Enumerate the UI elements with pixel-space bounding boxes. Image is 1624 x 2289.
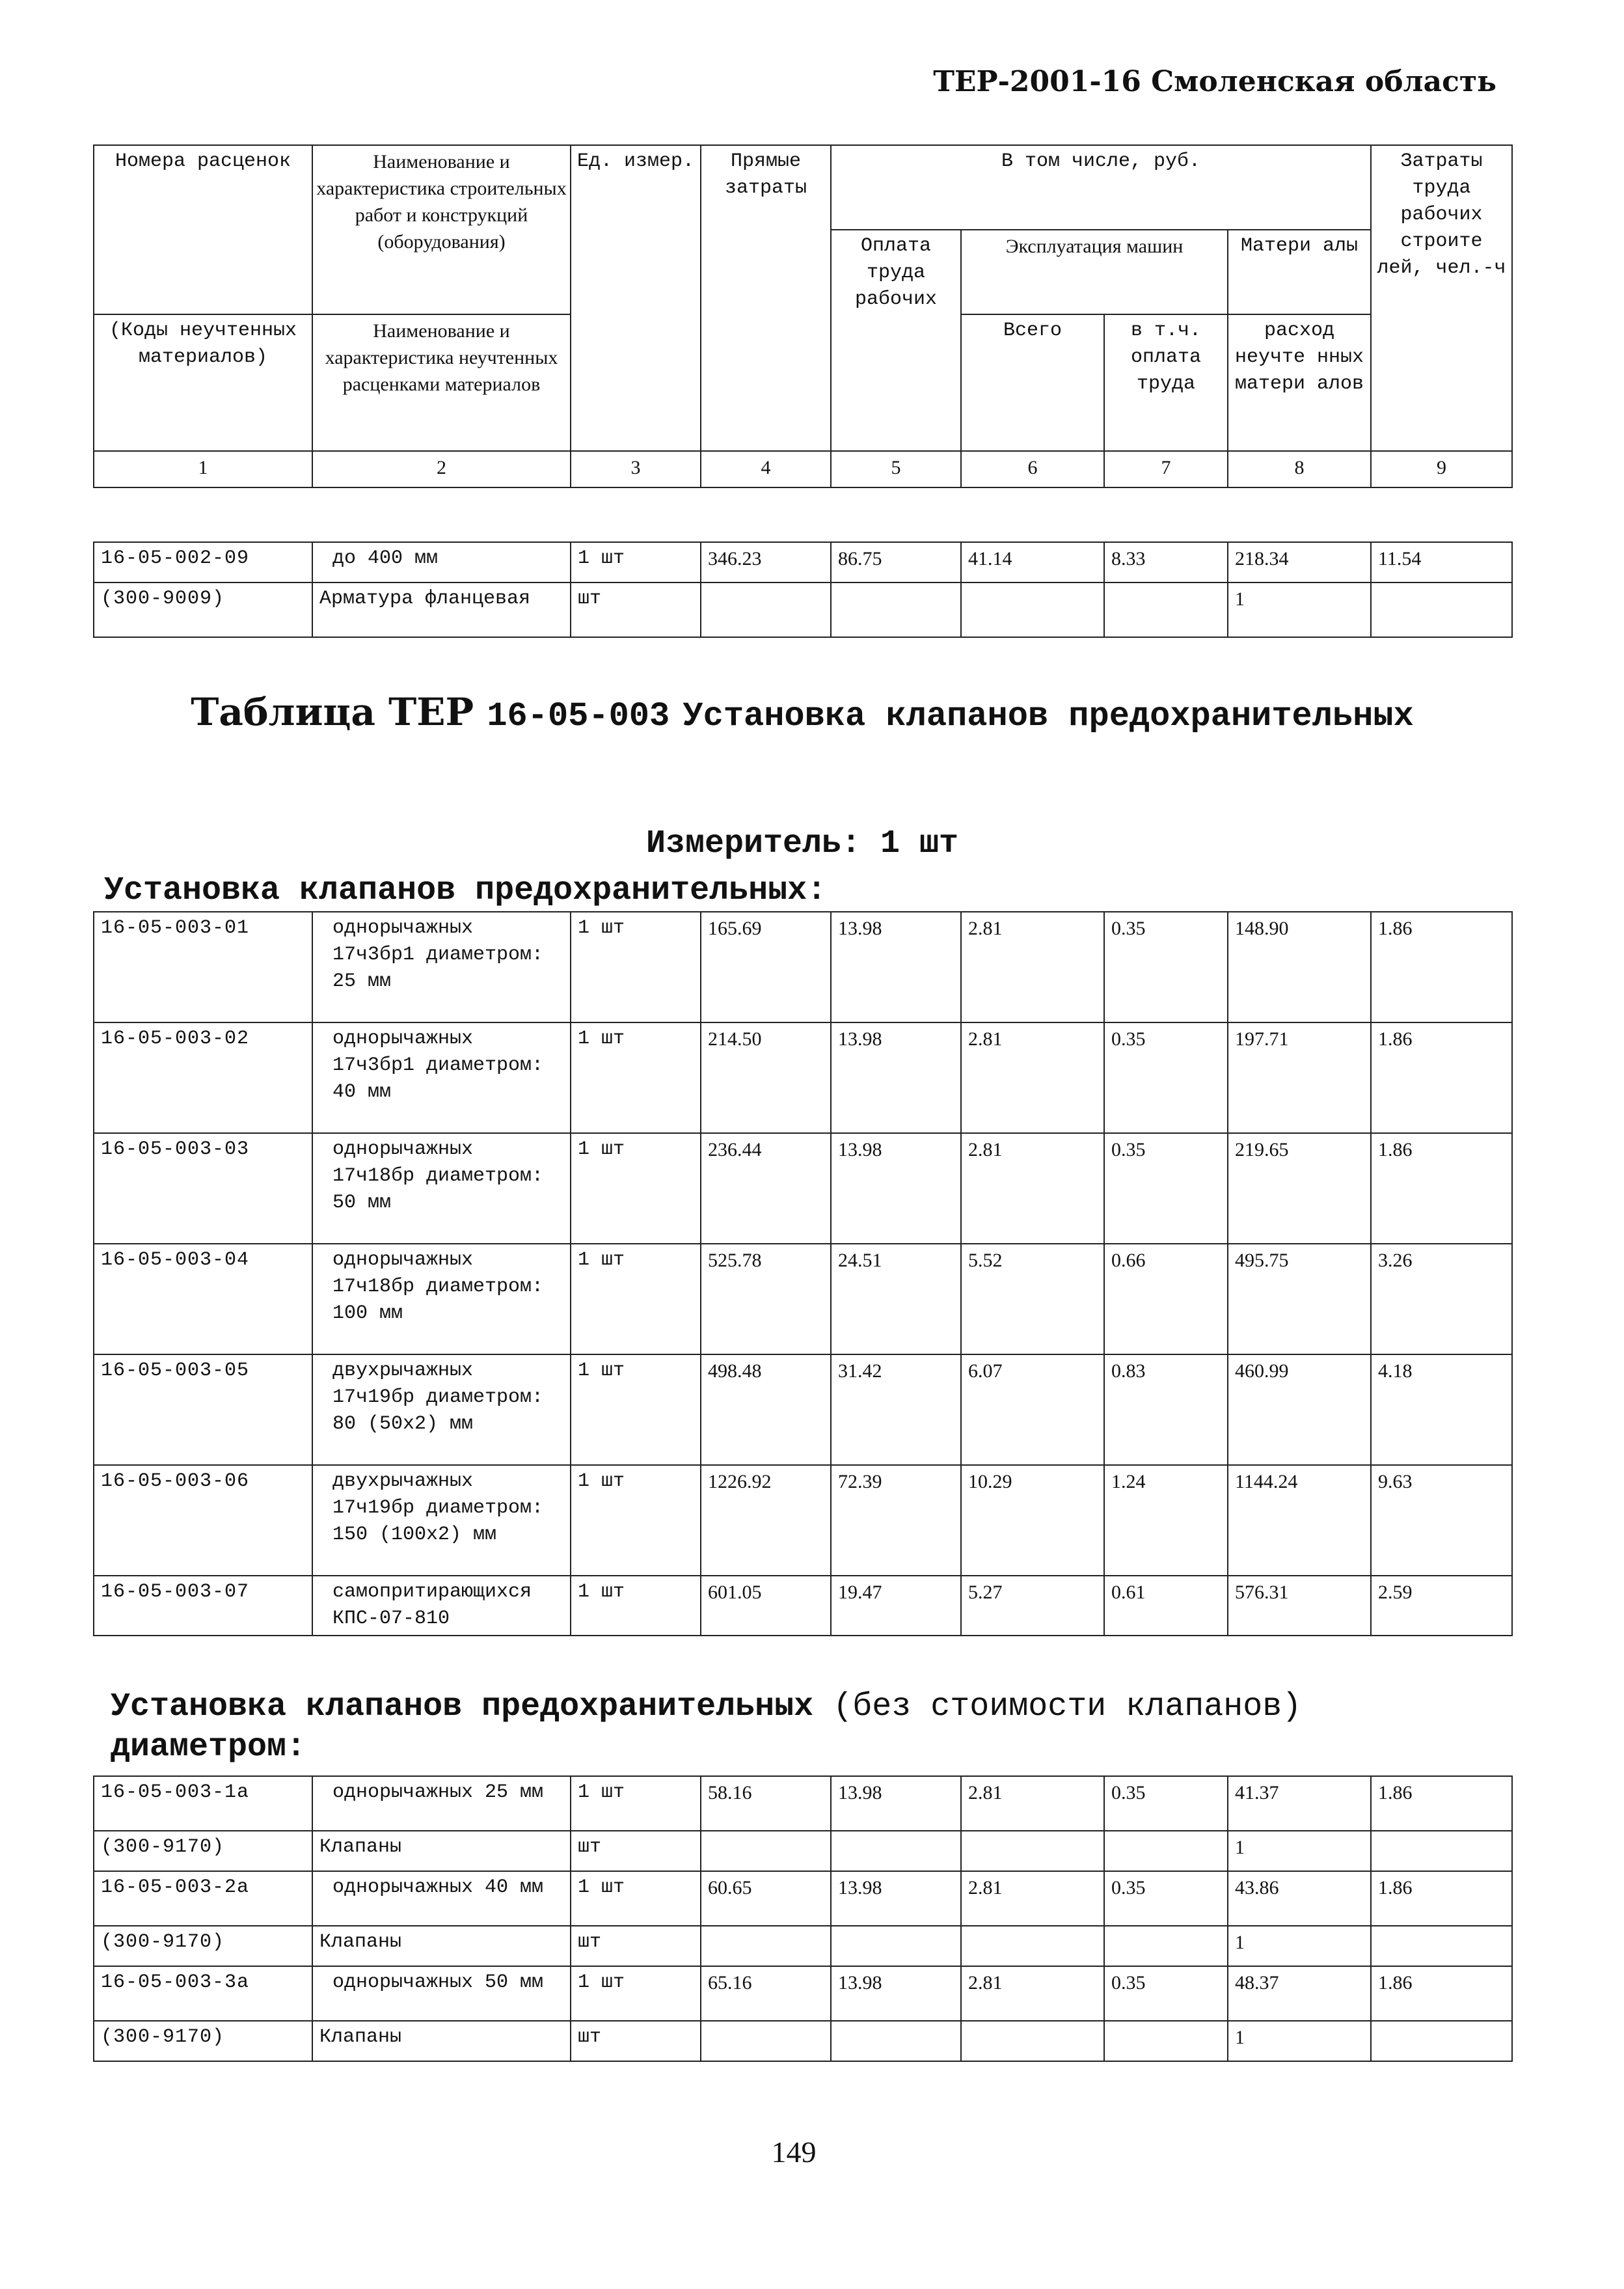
direct-costs-cell <box>701 2021 831 2061</box>
unit-cell: шт <box>571 583 701 637</box>
main-rates-body <box>94 912 1512 1636</box>
section-title-rest: Установка клапанов предохранительных <box>683 697 1414 735</box>
direct-costs-cell: 601.05 <box>701 1576 831 1636</box>
page-header-title: ТЕР-2001-16 Смоленская область <box>933 65 1496 98</box>
machines-total-cell <box>961 583 1104 637</box>
header-materials: Матери алы <box>1228 230 1371 314</box>
direct-costs-cell <box>701 1831 831 1871</box>
materials-cell: 1 <box>1228 1926 1371 1966</box>
name-cell: однорычажных 17ч3бр1 диаметром: 25 мм <box>312 912 571 1022</box>
direct-costs-cell: 236.44 <box>701 1133 831 1244</box>
machines-total-cell: 41.14 <box>961 542 1104 583</box>
unit-cell: шт <box>571 2021 701 2061</box>
materials-cell: 43.86 <box>1228 1871 1371 1926</box>
header-col-number: 6 <box>961 451 1104 487</box>
rate-code-cell: 16-05-003-06 <box>94 1465 312 1576</box>
machines-labor-cell <box>1104 1926 1228 1966</box>
name-cell: до 400 мм <box>312 542 571 583</box>
table-row <box>94 1926 1512 1966</box>
machines-labor-cell: 0.35 <box>1104 1871 1228 1926</box>
table-row <box>94 1133 1512 1244</box>
header-col-number: 8 <box>1228 451 1371 487</box>
header-col-number: 1 <box>94 451 312 487</box>
direct-costs-cell: 214.50 <box>701 1022 831 1133</box>
machines-total-cell: 2.81 <box>961 912 1104 1022</box>
machines-labor-cell: 0.35 <box>1104 1776 1228 1831</box>
unit-cell: 1 шт <box>571 1022 701 1133</box>
direct-costs-cell: 346.23 <box>701 542 831 583</box>
name-cell: Арматура фланцевая <box>312 583 571 637</box>
table-row <box>94 1871 1512 1926</box>
unit-cell: 1 шт <box>571 1244 701 1354</box>
subsection-title-normal: (без стоимости клапанов) <box>833 1688 1302 1725</box>
sub-rates-table <box>93 1775 1513 2062</box>
header-labor-costs: Затраты труда рабочих строите лей, чел.-ч <box>1371 145 1512 451</box>
name-cell: самопритирающихся КПС-07-810 <box>312 1576 571 1636</box>
labor-hours-cell: 9.63 <box>1371 1465 1512 1576</box>
rate-code-cell: 16-05-003-1a <box>94 1776 312 1831</box>
machines-total-cell: 6.07 <box>961 1354 1104 1465</box>
header-col-number: 7 <box>1104 451 1228 487</box>
table-row <box>94 1022 1512 1133</box>
column-header-table <box>93 144 1513 488</box>
unit-cell: 1 шт <box>571 1133 701 1244</box>
machines-total-cell: 2.81 <box>961 1966 1104 2021</box>
machines-labor-cell: 0.35 <box>1104 1133 1228 1244</box>
direct-costs-cell: 498.48 <box>701 1354 831 1465</box>
labor-hours-cell: 1.86 <box>1371 912 1512 1022</box>
main-rates-table <box>93 911 1513 1636</box>
labor-pay-cell <box>831 583 961 637</box>
labor-hours-cell <box>1371 1831 1512 1871</box>
name-cell: однорычажных 17ч3бр1 диаметром: 40 мм <box>312 1022 571 1133</box>
name-cell: Клапаны <box>312 2021 571 2061</box>
rate-code-cell: 16-05-002-09 <box>94 542 312 583</box>
header-unaccounted-codes: (Коды неучтенных материалов) <box>94 314 312 451</box>
materials-cell: 48.37 <box>1228 1966 1371 2021</box>
rate-code-cell: 16-05-003-03 <box>94 1133 312 1244</box>
name-cell: Клапаны <box>312 1831 571 1871</box>
labor-hours-cell: 1.86 <box>1371 1966 1512 2021</box>
materials-cell: 219.65 <box>1228 1133 1371 1244</box>
direct-costs-cell: 65.16 <box>701 1966 831 2021</box>
unit-cell: 1 шт <box>571 1354 701 1465</box>
materials-cell: 197.71 <box>1228 1022 1371 1133</box>
table-row <box>94 1776 1512 1831</box>
labor-hours-cell: 1.86 <box>1371 1776 1512 1831</box>
direct-costs-cell: 1226.92 <box>701 1465 831 1576</box>
machines-labor-cell: 0.35 <box>1104 1022 1228 1133</box>
labor-hours-cell: 4.18 <box>1371 1354 1512 1465</box>
header-machines: Эксплуатация машин <box>961 230 1228 314</box>
labor-hours-cell: 11.54 <box>1371 542 1512 583</box>
labor-pay-cell <box>831 1926 961 1966</box>
header-rate-numbers: Номера расценок <box>94 145 312 314</box>
direct-costs-cell <box>701 1926 831 1966</box>
sub-rates-body <box>94 1776 1512 2061</box>
machines-total-cell <box>961 1831 1104 1871</box>
header-work-name: Наименование и характеристика строительных работ и конструкций (оборудования) <box>312 145 571 314</box>
name-cell: однорычажных 25 мм <box>312 1776 571 1831</box>
header-col-number: 5 <box>831 451 961 487</box>
name-cell: однорычажных 17ч18бр диаметром: 100 мм <box>312 1244 571 1354</box>
section-title <box>93 689 1511 740</box>
machines-total-cell: 5.52 <box>961 1244 1104 1354</box>
header-unaccounted-materials: расход неучте нных матери алов <box>1228 314 1371 451</box>
rate-code-cell: 16-05-003-02 <box>94 1022 312 1133</box>
header-col-number: 9 <box>1371 451 1512 487</box>
rate-code-cell: (300-9170) <box>94 1831 312 1871</box>
labor-pay-cell: 19.47 <box>831 1576 961 1636</box>
header-direct-costs: Прямые затраты <box>701 145 831 451</box>
labor-hours-cell: 1.86 <box>1371 1133 1512 1244</box>
labor-hours-cell: 1.86 <box>1371 1022 1512 1133</box>
labor-pay-cell: 31.42 <box>831 1354 961 1465</box>
table-row <box>94 1831 1512 1871</box>
header-col-number: 2 <box>312 451 571 487</box>
rate-code-cell: (300-9009) <box>94 583 312 637</box>
machines-total-cell: 2.81 <box>961 1133 1104 1244</box>
rate-code-cell: (300-9170) <box>94 1926 312 1966</box>
labor-pay-cell: 86.75 <box>831 542 961 583</box>
machines-total-cell: 10.29 <box>961 1465 1104 1576</box>
header-machines-labor: в т.ч. оплата труда <box>1104 314 1228 451</box>
labor-pay-cell: 13.98 <box>831 1133 961 1244</box>
labor-pay-cell <box>831 1831 961 1871</box>
materials-cell: 41.37 <box>1228 1776 1371 1831</box>
machines-labor-cell: 0.83 <box>1104 1354 1228 1465</box>
header-unaccounted-names: Наименование и характеристика неучтенных расценками материалов <box>312 314 571 451</box>
unit-cell: 1 шт <box>571 1966 701 2021</box>
machines-labor-cell: 0.61 <box>1104 1576 1228 1636</box>
machines-total-cell <box>961 1926 1104 1966</box>
table-row <box>94 1354 1512 1465</box>
rate-code-cell: 16-05-003-3a <box>94 1966 312 2021</box>
machines-total-cell: 2.81 <box>961 1871 1104 1926</box>
rate-code-cell: 16-05-003-05 <box>94 1354 312 1465</box>
header-machines-total: Всего <box>961 314 1104 451</box>
unit-cell: 1 шт <box>571 1465 701 1576</box>
rate-code-cell: 16-05-003-01 <box>94 912 312 1022</box>
machines-labor-cell: 0.35 <box>1104 1966 1228 2021</box>
unit-cell: 1 шт <box>571 542 701 583</box>
direct-costs-cell: 165.69 <box>701 912 831 1022</box>
unit-cell: 1 шт <box>571 1871 701 1926</box>
materials-cell: 148.90 <box>1228 912 1371 1022</box>
name-cell: однорычажных 50 мм <box>312 1966 571 2021</box>
unit-cell: 1 шт <box>571 1576 701 1636</box>
section-title-prefix: Таблица ТЕР <box>191 690 474 734</box>
materials-cell: 1 <box>1228 2021 1371 2061</box>
machines-labor-cell <box>1104 1831 1228 1871</box>
previous-rates-body <box>94 542 1512 637</box>
name-cell: однорычажных 17ч18бр диаметром: 50 мм <box>312 1133 571 1244</box>
materials-cell: 1144.24 <box>1228 1465 1371 1576</box>
materials-cell: 576.31 <box>1228 1576 1371 1636</box>
labor-pay-cell: 13.98 <box>831 1022 961 1133</box>
labor-hours-cell <box>1371 2021 1512 2061</box>
materials-cell: 1 <box>1228 1831 1371 1871</box>
direct-costs-cell: 525.78 <box>701 1244 831 1354</box>
table-row <box>94 1966 1512 2021</box>
table-row <box>94 542 1512 583</box>
unit-cell: 1 шт <box>571 1776 701 1831</box>
table-row <box>94 1465 1512 1576</box>
name-cell: двухрычажных 17ч19бр диаметром: 150 (100х2) мм <box>312 1465 571 1576</box>
header-col-number: 3 <box>571 451 701 487</box>
direct-costs-cell <box>701 583 831 637</box>
direct-costs-cell: 58.16 <box>701 1776 831 1831</box>
rate-code-cell: 16-05-003-07 <box>94 1576 312 1636</box>
header-unit: Ед. измер. <box>571 145 701 451</box>
machines-total-cell: 2.81 <box>961 1776 1104 1831</box>
materials-cell: 495.75 <box>1228 1244 1371 1354</box>
labor-hours-cell: 2.59 <box>1371 1576 1512 1636</box>
name-cell: Клапаны <box>312 1926 571 1966</box>
table-row <box>94 1576 1512 1636</box>
name-cell: однорычажных 40 мм <box>312 1871 571 1926</box>
labor-pay-cell: 72.39 <box>831 1465 961 1576</box>
direct-costs-cell: 60.65 <box>701 1871 831 1926</box>
section-subtitle: Установка клапанов предохранительных: <box>104 872 827 909</box>
labor-pay-cell: 13.98 <box>831 912 961 1022</box>
machines-labor-cell <box>1104 2021 1228 2061</box>
unit-cell: 1 шт <box>571 912 701 1022</box>
labor-pay-cell: 13.98 <box>831 1966 961 2021</box>
labor-pay-cell <box>831 2021 961 2061</box>
rate-code-cell: 16-05-003-2a <box>94 1871 312 1926</box>
labor-pay-cell: 24.51 <box>831 1244 961 1354</box>
table-row <box>94 1244 1512 1354</box>
previous-rates-table <box>93 541 1513 638</box>
materials-cell: 460.99 <box>1228 1354 1371 1465</box>
machines-total-cell: 5.27 <box>961 1576 1104 1636</box>
table-row <box>94 583 1512 637</box>
materials-cell: 218.34 <box>1228 542 1371 583</box>
labor-hours-cell <box>1371 1926 1512 1966</box>
table-row <box>94 912 1512 1022</box>
labor-hours-cell: 3.26 <box>1371 1244 1512 1354</box>
unit-cell: шт <box>571 1926 701 1966</box>
subsection-title-tail: диаметром: <box>111 1729 306 1766</box>
labor-hours-cell: 1.86 <box>1371 1871 1512 1926</box>
labor-hours-cell <box>1371 583 1512 637</box>
subsection-title-bold: Установка клапанов предохранительных <box>111 1688 814 1725</box>
rate-code-cell: (300-9170) <box>94 2021 312 2061</box>
table-row <box>94 2021 1512 2061</box>
machines-total-cell <box>961 2021 1104 2061</box>
labor-pay-cell: 13.98 <box>831 1776 961 1831</box>
machines-labor-cell: 8.33 <box>1104 542 1228 583</box>
unit-cell: шт <box>571 1831 701 1871</box>
measure-unit: Измеритель: 1 шт <box>645 825 959 862</box>
subsection-title <box>111 1687 1509 1768</box>
header-labor-pay: Оплата труда рабочих <box>831 230 961 451</box>
name-cell: двухрычажных 17ч19бр диаметром: 80 (50х2) мм <box>312 1354 571 1465</box>
machines-labor-cell: 1.24 <box>1104 1465 1228 1576</box>
rate-code-cell: 16-05-003-04 <box>94 1244 312 1354</box>
machines-labor-cell: 0.66 <box>1104 1244 1228 1354</box>
page-number: 149 <box>771 2135 817 2169</box>
header-col-number: 4 <box>701 451 831 487</box>
machines-total-cell: 2.81 <box>961 1022 1104 1133</box>
section-title-code: 16-05-003 <box>487 697 670 735</box>
machines-labor-cell: 0.35 <box>1104 912 1228 1022</box>
machines-labor-cell <box>1104 583 1228 637</box>
labor-pay-cell: 13.98 <box>831 1871 961 1926</box>
materials-cell: 1 <box>1228 583 1371 637</box>
header-including-group: В том числе, руб. <box>831 145 1371 230</box>
